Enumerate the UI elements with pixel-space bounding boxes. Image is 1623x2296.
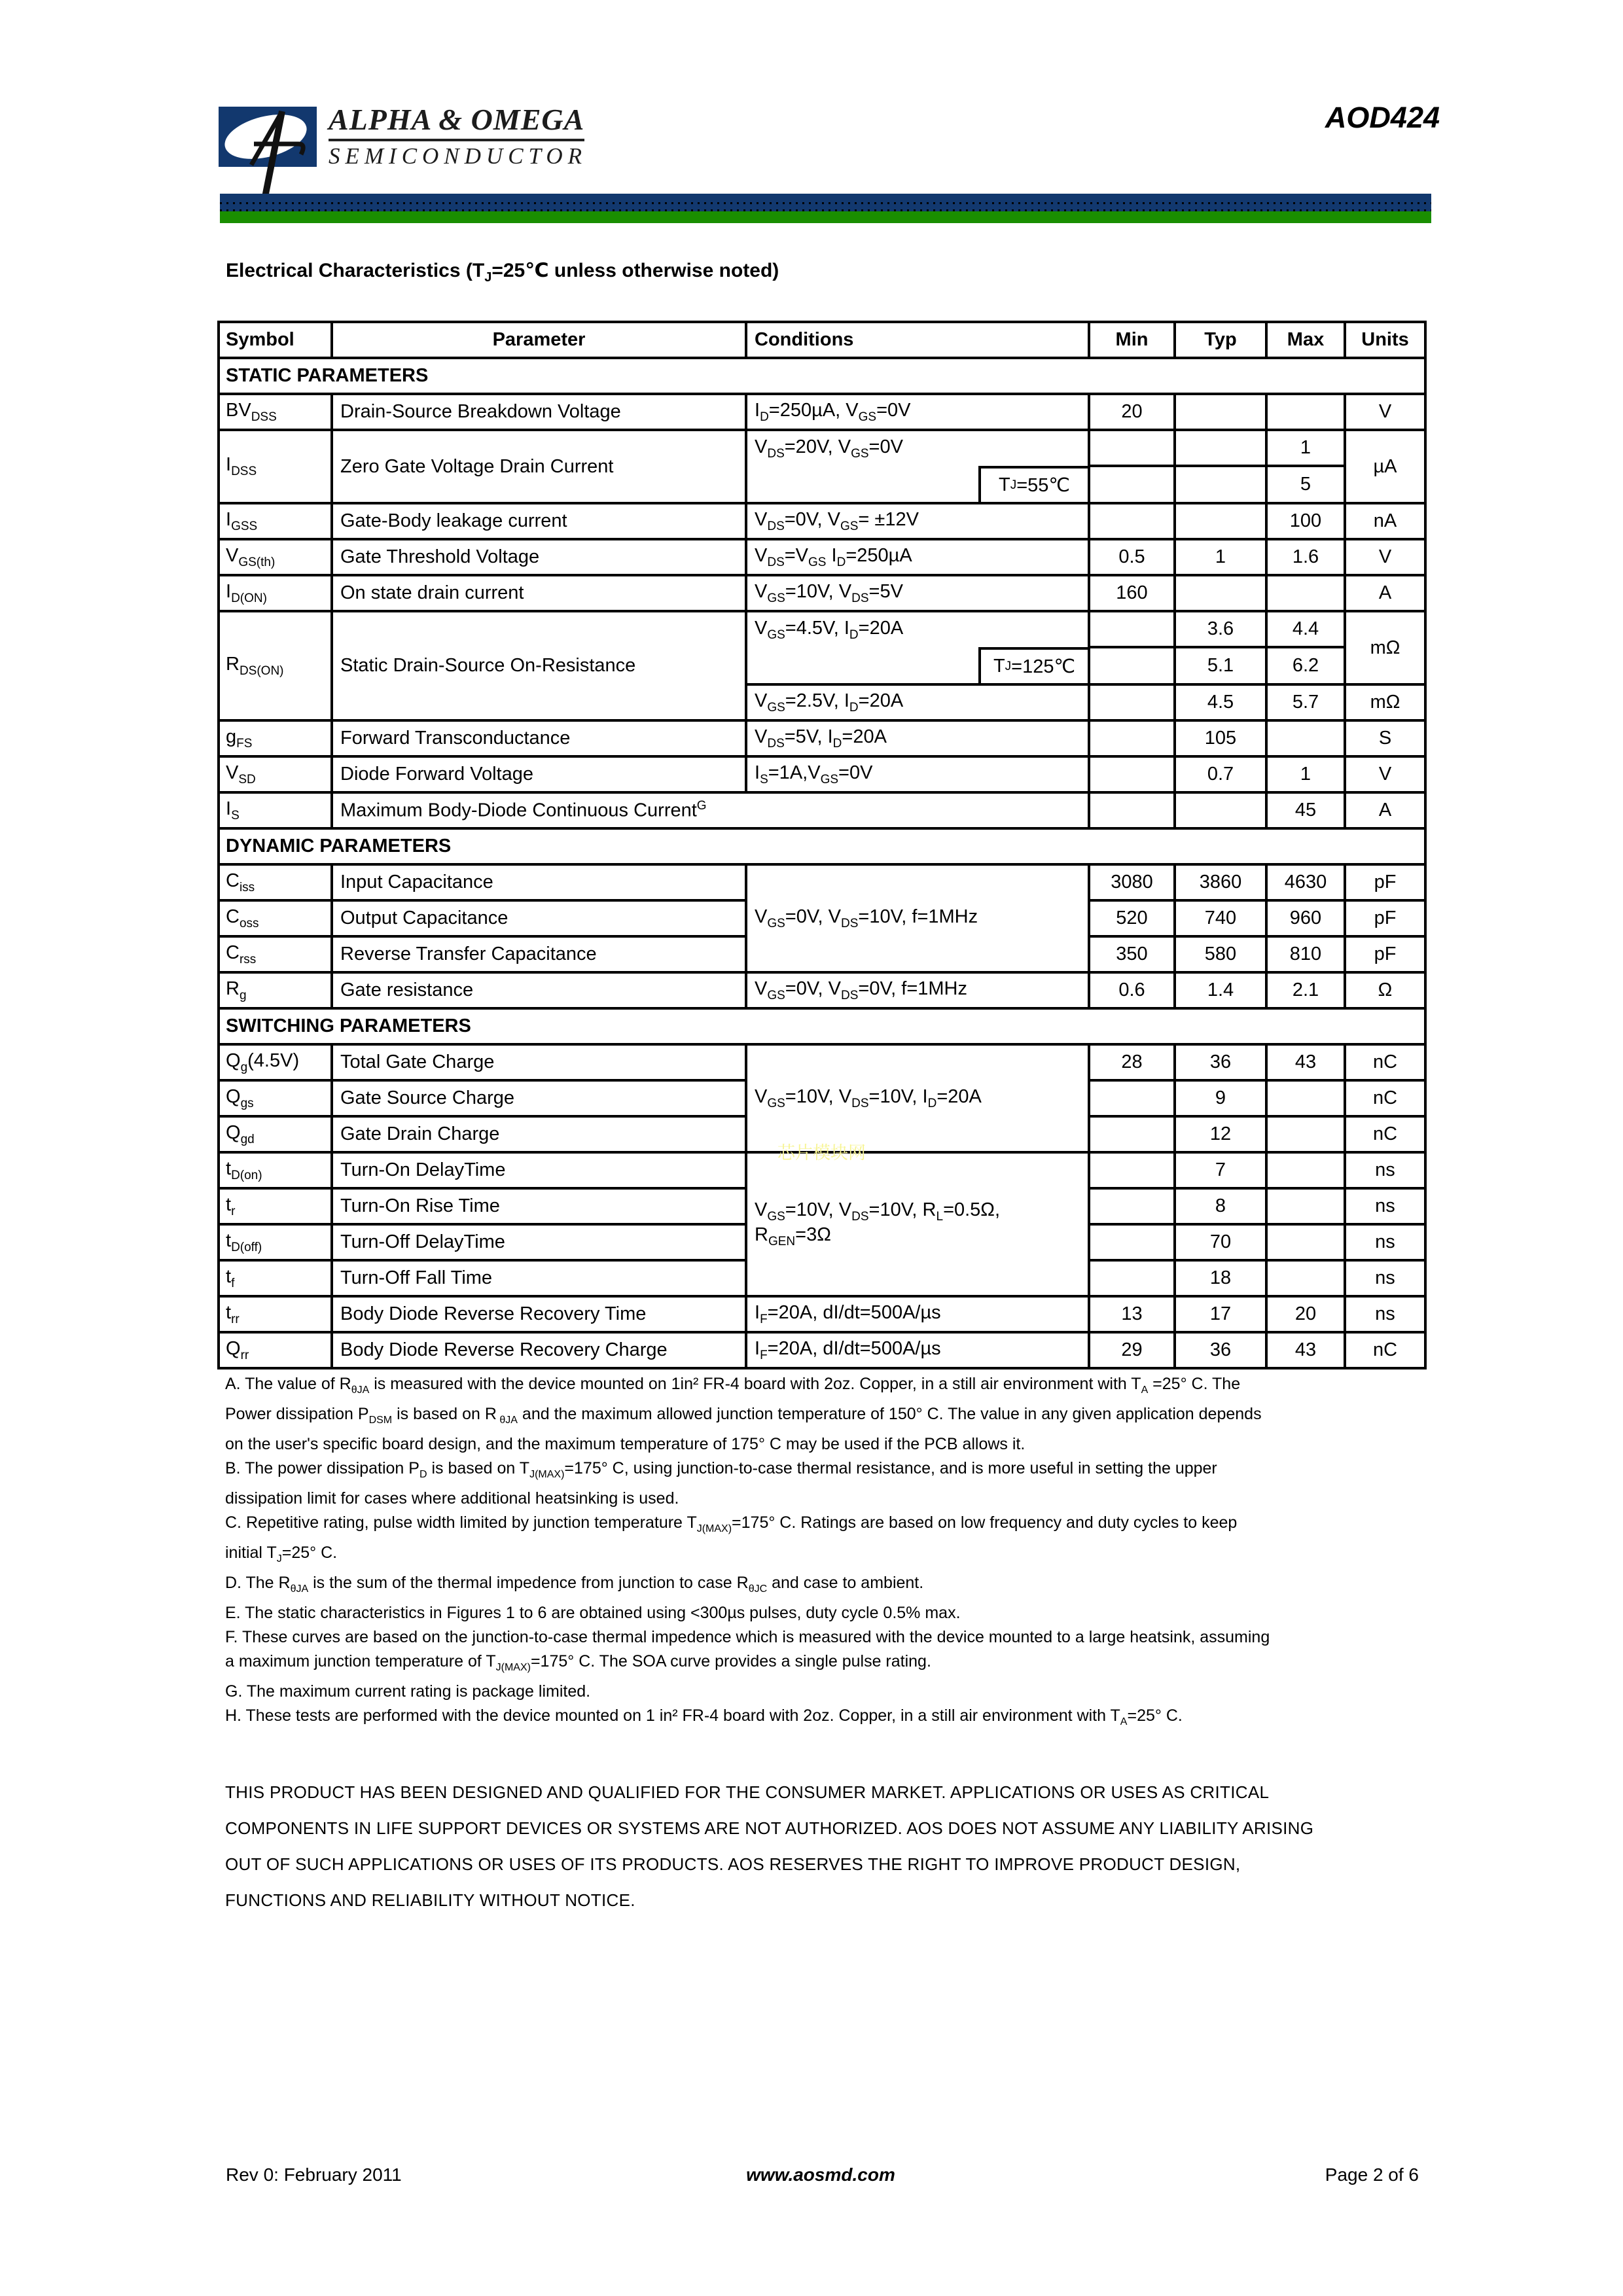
cell-max <box>1266 1116 1345 1152</box>
col-header-min: Min <box>1089 322 1175 358</box>
cell-parameter: Gate Threshold Voltage <box>332 539 746 575</box>
cell-symbol: $C_{iss}$ <box>219 864 332 900</box>
cell-parameter: Gate resistance <box>332 972 746 1008</box>
cell-max <box>1266 1152 1345 1188</box>
section-title: SWITCHING PARAMETERS <box>219 1008 1425 1044</box>
cell-parameter: Diode Forward Voltage <box>332 756 746 792</box>
brand-subtitle: SEMICONDUCTOR <box>329 143 588 169</box>
row-gfs <box>219 720 1425 756</box>
footer-revision: Rev 0: February 2011 <box>226 2164 402 2185</box>
row-bvdss <box>219 394 1425 430</box>
cell-min <box>1089 1116 1175 1152</box>
cell-conditions: $V_{GS}=10V$, $V_{DS}=10V$, $I_D=20A$ <box>746 1044 1089 1152</box>
cell-units: pF <box>1345 936 1425 972</box>
cell-units: Ω <box>1345 972 1425 1008</box>
section-title: STATIC PARAMETERS <box>219 358 1425 394</box>
row-vgsth <box>219 539 1425 575</box>
cell-max <box>1266 720 1345 756</box>
footer-website: www.aosmd.com <box>746 2164 895 2185</box>
cell-units: ns <box>1345 1224 1425 1260</box>
cell-units: nC <box>1345 1080 1425 1116</box>
cell-max: 20 <box>1266 1296 1345 1332</box>
cell-typ: 36 <box>1175 1044 1266 1080</box>
cell-parameter: Body Diode Reverse Recovery Time <box>332 1296 746 1332</box>
cell-conditions: $V_{GS}=10V$, $V_{DS}=10V$, $R_L=0.5\Omega$, $R_{GEN}=3\Omega$ <box>746 1152 1089 1296</box>
cell-typ: 12 <box>1175 1116 1266 1152</box>
cell-parameter: Forward Transconductance <box>332 720 746 756</box>
cell-parameter: Gate Source Charge <box>332 1080 746 1116</box>
cell-parameter: On state drain current <box>332 575 746 611</box>
row-vsd <box>219 756 1425 792</box>
cell-conditions: $V_{DS}=5V$, $I_D=20A$ <box>746 720 1089 756</box>
cell-typ: 8 <box>1175 1188 1266 1224</box>
disclaimer-line: FUNCTIONS AND RELIABILITY WITHOUT NOTICE. <box>225 1890 635 1910</box>
cell-max: 4630 <box>1266 864 1345 900</box>
cell-units: mΩ <box>1345 611 1425 684</box>
footnote-line: dissipation limit for cases where additional heatsinking is used. <box>225 1489 679 1508</box>
cell-typ: 18 <box>1175 1260 1266 1296</box>
cell-min: 520 <box>1089 900 1175 936</box>
row-trr <box>219 1296 1425 1332</box>
cell-min <box>1089 1080 1175 1116</box>
col-header-typ: Typ <box>1175 322 1266 358</box>
cell-min <box>1089 1188 1175 1224</box>
cell-typ <box>1175 394 1266 430</box>
cell-max <box>1266 394 1345 430</box>
cell-max: 810 <box>1266 936 1345 972</box>
cell-symbol: $V_{SD}$ <box>219 756 332 792</box>
disclaimer-line: OUT OF SUCH APPLICATIONS OR USES OF ITS PRODUCTS. AOS RESERVES THE RIGHT TO IMPROVE PRODUCT DESIGN, <box>225 1854 1241 1874</box>
cell-min <box>1089 430 1175 466</box>
cell-min: 20 <box>1089 394 1175 430</box>
cell-conditions: $V_{GS}=0V$, $V_{DS}=0V$, f=1MHz <box>746 972 1089 1008</box>
cell-max <box>1266 1260 1345 1296</box>
cell-symbol: $Q_{gs}$ <box>219 1080 332 1116</box>
cell-conditions: $I_S=1A,V_{GS}=0V$ <box>746 756 1089 792</box>
cell-typ: 5.1 <box>1175 647 1266 684</box>
cell-conditions: $I_F=20A$, dI/dt=500A/µs <box>746 1332 1089 1368</box>
cell-symbol: $BV_{DSS}$ <box>219 394 332 430</box>
cell-max: 43 <box>1266 1332 1345 1368</box>
cell-typ: 4.5 <box>1175 684 1266 720</box>
cell-parameter: Total Gate Charge <box>332 1044 746 1080</box>
col-header-parameter: Parameter <box>332 322 746 358</box>
cell-min <box>1089 503 1175 539</box>
row-igss <box>219 503 1425 539</box>
cell-max <box>1266 1080 1345 1116</box>
row-idon <box>219 575 1425 611</box>
cell-min: 29 <box>1089 1332 1175 1368</box>
cell-units: mΩ <box>1345 684 1425 720</box>
cell-symbol: $Q_{gd}$ <box>219 1116 332 1152</box>
brand-name: ALPHA & OMEGA <box>329 102 584 141</box>
page-footer <box>217 2164 1424 2191</box>
cell-typ <box>1175 575 1266 611</box>
cell-max: 960 <box>1266 900 1345 936</box>
sub-condition-box: T J =55℃ <box>978 466 1088 502</box>
cell-min: 13 <box>1089 1296 1175 1332</box>
cell-typ: 0.7 <box>1175 756 1266 792</box>
cell-max: 43 <box>1266 1044 1345 1080</box>
cell-min <box>1089 756 1175 792</box>
brand-text <box>329 102 587 169</box>
footnote-line: Power dissipation $P_{DSM}$ is based on R $_{\theta JA}$ and the maximum allowed junction temperature of 150° C. The value in any given application depends <box>225 1405 1262 1426</box>
footer-page-number: Page 2 of 6 <box>1325 2164 1419 2185</box>
cell-min <box>1089 1260 1175 1296</box>
cell-symbol: $t_f$ <box>219 1260 332 1296</box>
dotted-line <box>220 202 1431 204</box>
cell-symbol: $t_r$ <box>219 1188 332 1224</box>
cell-max: 100 <box>1266 503 1345 539</box>
cell-max: 1 <box>1266 756 1345 792</box>
cell-max: 5 <box>1266 466 1345 503</box>
cell-units: µA <box>1345 430 1425 503</box>
cell-max <box>1266 1224 1345 1260</box>
cell-min: 3080 <box>1089 864 1175 900</box>
cell-typ <box>1175 466 1266 503</box>
section-title: DYNAMIC PARAMETERS <box>219 828 1425 864</box>
cell-min <box>1089 720 1175 756</box>
cell-parameter: Reverse Transfer Capacitance <box>332 936 746 972</box>
cell-units: nA <box>1345 503 1425 539</box>
footnote-line: E. The static characteristics in Figures 1 to 6 are obtained using <300µs pulses, duty cycle 0.5% max. <box>225 1604 961 1622</box>
cell-units: S <box>1345 720 1425 756</box>
cell-parameter: Zero Gate Voltage Drain Current <box>332 430 746 503</box>
footnote-line: D. The $R_{\theta JA}$ is the sum of the thermal impedence from junction to case $R_{\theta JC}$ and case to ambient. <box>225 1574 924 1595</box>
cell-max <box>1266 575 1345 611</box>
row-is <box>219 792 1425 828</box>
cell-max: 1 <box>1266 430 1345 466</box>
section-row-static <box>219 358 1425 394</box>
row-qg <box>219 1044 1425 1080</box>
cell-units: V <box>1345 539 1425 575</box>
cell-units: nC <box>1345 1332 1425 1368</box>
cell-parameter: Output Capacitance <box>332 900 746 936</box>
footnote-line: a maximum junction temperature of $T_{J(MAX)}=175^\circ$ C. The SOA curve provides a single pulse rating. <box>225 1652 931 1673</box>
cell-parameter: Body Diode Reverse Recovery Charge <box>332 1332 746 1368</box>
footnote-line: on the user's specific board design, and the maximum temperature of 175° C may be used if the PCB allows it. <box>225 1435 1026 1453</box>
cell-min <box>1089 466 1175 503</box>
cell-symbol: $I_{DSS}$ <box>219 430 332 503</box>
cell-symbol: $I_S$ <box>219 792 332 828</box>
cell-conditions: $V_{GS}=0V$, $V_{DS}=10V$, f=1MHz <box>746 864 1089 972</box>
cell-max <box>1266 1188 1345 1224</box>
cell-max: 2.1 <box>1266 972 1345 1008</box>
cell-symbol: $R_{DS(ON)}$ <box>219 611 332 720</box>
row-idss-1 <box>219 430 1425 466</box>
cell-max: 1.6 <box>1266 539 1345 575</box>
cell-typ <box>1175 430 1266 466</box>
footnotes <box>225 1372 1427 1734</box>
cell-typ: 36 <box>1175 1332 1266 1368</box>
cell-max: 6.2 <box>1266 647 1345 684</box>
cell-units: pF <box>1345 864 1425 900</box>
disclaimer-line: COMPONENTS IN LIFE SUPPORT DEVICES OR SYSTEMS ARE NOT AUTHORIZED. AOS DOES NOT ASSUME ANY LIABILITY ARISING <box>225 1818 1314 1838</box>
footnote-line: A. The value of $R_{\theta JA}$ is measured with the device mounted on 1in² FR-4 board with 2oz. Copper, in a still air environment with $T_A =25^\circ$ C. The <box>225 1375 1241 1396</box>
product-code: AOD424 <box>1325 101 1440 134</box>
cell-parameter: Maximum Body-Diode Continuous Current$^G$ <box>332 792 1089 828</box>
cell-min: 28 <box>1089 1044 1175 1080</box>
cell-parameter: Turn-On Rise Time <box>332 1188 746 1224</box>
cell-symbol: $I_{GSS}$ <box>219 503 332 539</box>
cell-parameter: Gate Drain Charge <box>332 1116 746 1152</box>
footnote-line: initial $T_J=25^\circ$ C. <box>225 1544 338 1564</box>
cell-parameter: Input Capacitance <box>332 864 746 900</box>
cell-parameter: Drain-Source Breakdown Voltage <box>332 394 746 430</box>
cell-conditions: $V_{DS}=20V$, $V_{GS}=0V$ <box>746 430 1089 466</box>
cell-symbol: $t_{rr}$ <box>219 1296 332 1332</box>
cell-conditions: $I_D=250\mu A$, $V_{GS}=0V$ <box>746 394 1089 430</box>
cell-typ: 105 <box>1175 720 1266 756</box>
cell-units: A <box>1345 575 1425 611</box>
cell-typ: 3.6 <box>1175 611 1266 647</box>
page-title: Electrical Characteristics ($T_J=25℃$ unless otherwise noted) <box>226 260 779 285</box>
footnote-line: G. The maximum current rating is package limited. <box>225 1682 591 1701</box>
cell-min <box>1089 647 1175 684</box>
cell-units: ns <box>1345 1188 1425 1224</box>
cell-parameter: Gate-Body leakage current <box>332 503 746 539</box>
header-bar-green <box>220 211 1431 223</box>
footnote-line: H. These tests are performed with the device mounted on 1 in² FR-4 board with 2oz. Copper, in a still air environment with $T_A=25^\circ$ C. <box>225 1706 1183 1727</box>
cell-sub-condition <box>746 466 1089 503</box>
cell-symbol: $t_{D(off)}$ <box>219 1224 332 1260</box>
cell-units: V <box>1345 394 1425 430</box>
cell-symbol: $I_{D(ON)}$ <box>219 575 332 611</box>
cell-typ: 1 <box>1175 539 1266 575</box>
cell-typ <box>1175 503 1266 539</box>
cell-conditions: $V_{GS}=2.5V$, $I_D=20A$ <box>746 684 1089 720</box>
cell-min <box>1089 1224 1175 1260</box>
cell-sub-condition <box>746 647 1089 684</box>
cell-units: nC <box>1345 1116 1425 1152</box>
cell-symbol: $V_{GS(th)}$ <box>219 539 332 575</box>
cell-parameter: Turn-On DelayTime <box>332 1152 746 1188</box>
cell-conditions: $V_{DS}=V_{GS}$ $I_D=250\mu A$ <box>746 539 1089 575</box>
cell-typ: 3860 <box>1175 864 1266 900</box>
cell-units: nC <box>1345 1044 1425 1080</box>
cell-conditions: $I_F=20A$, dI/dt=500A/µs <box>746 1296 1089 1332</box>
cell-typ: 580 <box>1175 936 1266 972</box>
cell-symbol: $C_{rss}$ <box>219 936 332 972</box>
sub-condition-box: T J =125℃ <box>978 647 1088 683</box>
cell-max: 5.7 <box>1266 684 1345 720</box>
aos-logo-icon <box>219 105 330 203</box>
header-bar-navy <box>220 194 1431 211</box>
row-qrr <box>219 1332 1425 1368</box>
cell-max: 4.4 <box>1266 611 1345 647</box>
cell-symbol: $R_g$ <box>219 972 332 1008</box>
cell-symbol: $g_{FS}$ <box>219 720 332 756</box>
cell-min <box>1089 611 1175 647</box>
footnote-line: F. These curves are based on the junction-to-case thermal impedence which is measured with the device mounted to a large heatsink, assuming <box>225 1628 1270 1646</box>
disclaimer-line: THIS PRODUCT HAS BEEN DESIGNED AND QUALIFIED FOR THE CONSUMER MARKET. APPLICATIONS OR USES AS CRITICAL <box>225 1782 1270 1802</box>
cell-units: ns <box>1345 1260 1425 1296</box>
cell-typ: 17 <box>1175 1296 1266 1332</box>
cell-parameter: Turn-Off Fall Time <box>332 1260 746 1296</box>
cell-typ: 7 <box>1175 1152 1266 1188</box>
cell-max: 45 <box>1266 792 1345 828</box>
cell-conditions: $V_{DS}=0V$, $V_{GS}= \pm 12V$ <box>746 503 1089 539</box>
col-header-conditions: Conditions <box>746 322 1089 358</box>
col-header-symbol: Symbol <box>219 322 332 358</box>
watermark-text: 芯片模块网 <box>777 1143 866 1163</box>
col-header-max: Max <box>1266 322 1345 358</box>
section-row-switching <box>219 1008 1425 1044</box>
col-header-units: Units <box>1345 322 1425 358</box>
cell-conditions: $V_{GS}=4.5V$, $I_D=20A$ <box>746 611 1089 647</box>
cell-symbol: $C_{oss}$ <box>219 900 332 936</box>
cell-typ: 740 <box>1175 900 1266 936</box>
cell-parameter: Turn-Off DelayTime <box>332 1224 746 1260</box>
cell-typ: 9 <box>1175 1080 1266 1116</box>
electrical-characteristics-table <box>217 321 1427 1369</box>
cell-symbol: $Q_g(4.5V)$ <box>219 1044 332 1080</box>
cell-units: V <box>1345 756 1425 792</box>
cell-min <box>1089 1152 1175 1188</box>
cell-units: ns <box>1345 1152 1425 1188</box>
cell-symbol: $t_{D(on)}$ <box>219 1152 332 1188</box>
cell-min: 0.5 <box>1089 539 1175 575</box>
cell-min: 350 <box>1089 936 1175 972</box>
cell-min <box>1089 684 1175 720</box>
cell-typ <box>1175 792 1266 828</box>
table-header-row <box>219 322 1425 358</box>
row-ciss <box>219 864 1425 900</box>
cell-conditions: $V_{GS}=10V$, $V_{DS}=5V$ <box>746 575 1089 611</box>
cell-symbol: $Q_{rr}$ <box>219 1332 332 1368</box>
cell-units: A <box>1345 792 1425 828</box>
cell-units: ns <box>1345 1296 1425 1332</box>
cell-units: pF <box>1345 900 1425 936</box>
cell-min: 160 <box>1089 575 1175 611</box>
cell-parameter: Static Drain-Source On-Resistance <box>332 611 746 720</box>
row-rg <box>219 972 1425 1008</box>
footnote-line: C. Repetitive rating, pulse width limited by junction temperature $T_{J(MAX)}=175^\circ$ C. Ratings are based on low frequency and duty cycles to keep <box>225 1513 1238 1534</box>
cell-min <box>1089 792 1175 828</box>
cell-min: 0.6 <box>1089 972 1175 1008</box>
footnote-line: B. The power dissipation $P_D$ is based on $T_{J(MAX)}=175^\circ$ C, using junction-to-case thermal resistance, and is more useful in setting the upper <box>225 1459 1217 1480</box>
cell-typ: 1.4 <box>1175 972 1266 1008</box>
cell-typ: 70 <box>1175 1224 1266 1260</box>
row-rdson-1 <box>219 611 1425 647</box>
section-row-dynamic <box>219 828 1425 864</box>
disclaimer <box>225 1775 1377 1918</box>
